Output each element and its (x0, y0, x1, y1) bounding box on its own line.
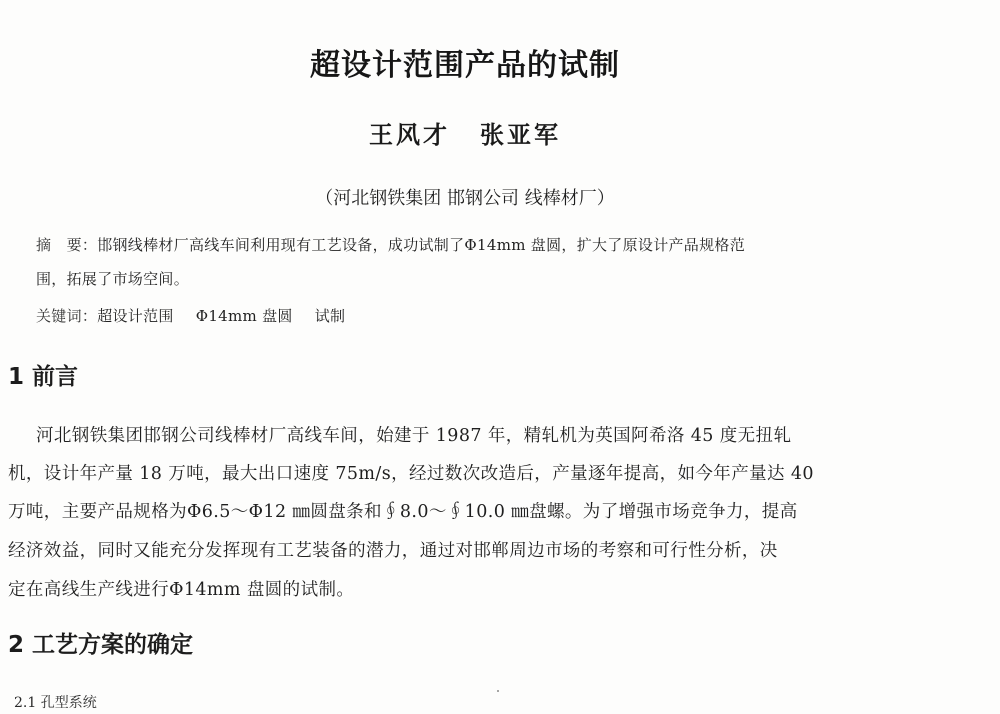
body-line: 万吨，主要产品规格为Φ6.5～Φ12 ㎜圆盘条和∮8.0～∮10.0 ㎜盘螺。为了增强市场竞争力，提高 (8, 502, 798, 522)
abstract-line (36, 234, 745, 255)
body-line: 河北钢铁集团邯钢公司线棒材厂高线车间，始建于 1987 年，精轧机为英国阿希洛 45 度无扭轧 (36, 426, 792, 446)
abstract-label: 摘 要： (36, 236, 98, 254)
keyword: Φ14mm 盘圆 (195, 307, 293, 325)
author-line (0, 115, 930, 150)
body-line: 经济效益，同时又能充分发挥现有工艺装备的潜力，通过对邯郸周边市场的考察和可行性分析，决 (8, 541, 778, 561)
author-name: 张亚军 (480, 120, 561, 149)
section-heading: 1 前言 (8, 364, 79, 390)
affiliation: （河北钢铁集团 邯钢公司 线棒材厂） (315, 188, 615, 209)
keyword: 超设计范围 (97, 307, 174, 325)
abstract-text: 邯钢线棒材厂高线车间利用现有工艺设备，成功试制了Φ14mm 盘圆，扩大了原设计产品规格范 (97, 236, 746, 254)
keywords-label: 关键词： (36, 307, 98, 325)
body-line: 定在高线生产线进行Φ14mm 盘圆的试制。 (8, 580, 355, 600)
body-line: 机，设计年产量 18 万吨，最大出口速度 75m/s，经过数次改造后，产量逐年提高，如今年产量达 40 (8, 464, 814, 484)
keywords-line (36, 305, 345, 326)
scan-speck (497, 690, 499, 692)
author-name: 王风才 (369, 120, 450, 149)
section-heading: 2 工艺方案的确定 (8, 632, 194, 658)
paper-title: 超设计范围产品的试制 (310, 48, 620, 83)
keyword: 试制 (314, 307, 346, 325)
subsection-heading: 2.1 孔型系统 (14, 695, 97, 711)
abstract-line: 围，拓展了市场空间。 (36, 270, 190, 288)
